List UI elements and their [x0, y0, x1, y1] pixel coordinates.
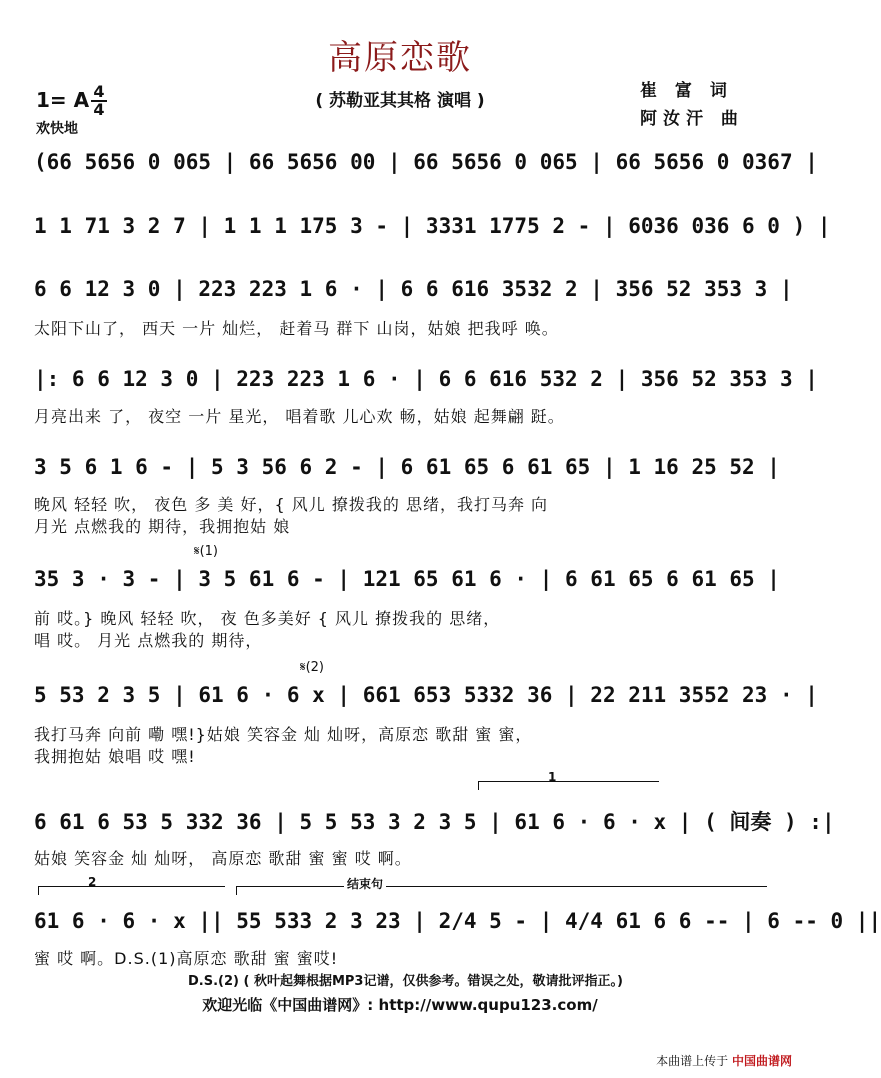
- ending-bracket: [236, 886, 767, 895]
- volta-2-bracket: [38, 886, 225, 895]
- ending-label: 结束句: [344, 875, 386, 892]
- key-signature: 1= A: [36, 88, 90, 112]
- volta-1-label: 1: [548, 770, 557, 784]
- notation-row-6: 35 3 · 3 - | 3 5 61 6 - | 121 65 61 6 · | 6 61 65 6 61 65 |: [34, 567, 780, 591]
- lyrics-row-4: 月亮出来 了， 夜空 一片 星光， 唱着歌 儿心欢 畅，姑娘 起舞翩 跹。: [34, 407, 565, 426]
- lyrics-row-7-alt: 我拥抱姑 娘唱 哎 嘿!: [34, 747, 196, 766]
- lyrics-row-8: 姑娘 笑容金 灿 灿呀， 高原恋 歌甜 蜜 蜜 哎 啊。: [34, 849, 412, 868]
- segno-1-label: [194, 544, 218, 559]
- tempo-marking: 欢快地: [36, 121, 78, 137]
- footer-link[interactable]: 欢迎光临《中国曲谱网》: http://www.qupu123.com/: [202, 996, 598, 1014]
- time-signature: [91, 84, 107, 118]
- lyrics-row-6: 前 哎。} 晚风 轻轻 吹， 夜 色多美好 { 风儿 撩拨我的 思绪，: [34, 609, 501, 628]
- volta-1-bracket: [478, 781, 659, 790]
- lyrics-row-7: 我打马奔 向前 嘞 嘿!}姑娘 笑容金 灿 灿呀，高原恋 歌甜 蜜 蜜，: [34, 725, 533, 744]
- lyrics-row-9: 蜜 哎 啊。D.S.(1)高原恋 歌甜 蜜 蜜哎!: [34, 949, 339, 968]
- lyrics-row-5: 晚风 轻轻 吹， 夜色 多 美 好，{ 风儿 撩拨我的 思绪，我打马奔 向: [34, 495, 549, 514]
- notation-row-5: 3 5 6 1 6 - | 5 3 56 6 2 - | 6 61 65 6 61 65 | 1 16 25 52 |: [34, 455, 780, 479]
- segno-icon: 𝄋: [194, 544, 200, 559]
- notation-row-9: 61 6 · 6 · x || 55 533 2 3 23 | 2/4 5 - | 4/4 61 6 6 -- | 6 -- 0 ||: [34, 909, 881, 933]
- time-signature-top: 4: [93, 82, 105, 101]
- lyrics-row-3: 太阳下山了， 西天 一片 灿烂， 赶着马 群下 山岗，姑娘 把我呼 唤。: [34, 319, 559, 338]
- lyrics-row-5-alt: 月光 点燃我的 期待，我拥抱姑 娘: [34, 517, 291, 536]
- site-logo: 中国曲谱网: [731, 1054, 792, 1068]
- notation-row-4: |: 6 6 12 3 0 | 223 223 1 6 · | 6 6 616 532 2 | 356 52 353 3 |: [34, 367, 818, 391]
- composer-credit: 阿汝汗 曲: [640, 109, 744, 129]
- notation-row-3: 6 6 12 3 0 | 223 223 1 6 · | 6 6 616 3532 2 | 356 52 353 3 |: [34, 277, 793, 301]
- time-signature-bottom: 4: [91, 100, 107, 118]
- notation-row-1: (66 5656 0 065 | 66 5656 00 | 66 5656 0 065 | 66 5656 0 0367 |: [34, 150, 818, 174]
- segno-icon: 𝄋: [300, 660, 306, 675]
- segno-1-number: (1): [199, 544, 219, 559]
- lyrics-row-6-alt: 唱 哎。 月光 点燃我的 期待，: [34, 631, 263, 650]
- performer-subtitle: ( 苏勒亚其其格 演唱 ): [315, 91, 485, 111]
- notation-row-8: 6 61 6 53 5 332 36 | 5 5 53 3 2 3 5 | 61 6 · 6 · x | ( 间奏 ) :|: [34, 810, 835, 834]
- volta-2-label: 2: [88, 875, 97, 889]
- lyricist-credit: 崔 富 词: [640, 81, 733, 101]
- upload-badge: [656, 1052, 792, 1069]
- segno-2-label: [300, 660, 324, 675]
- upload-text: 本曲谱上传于: [656, 1054, 729, 1068]
- ds2-note: D.S.(2) ( 秋叶起舞根据MP3记谱，仅供参考。错误之处，敬请批评指正。): [188, 974, 623, 989]
- notation-row-2: 1 1 71 3 2 7 | 1 1 1 175 3 - | 3331 1775 2 - | 6036 036 6 0 ) |: [34, 214, 831, 238]
- notation-row-7: 5 53 2 3 5 | 61 6 · 6 x | 661 653 5332 36 | 22 211 3552 23 · |: [34, 683, 818, 707]
- song-title: 高原恋歌: [328, 38, 472, 78]
- segno-2-number: (2): [305, 660, 325, 675]
